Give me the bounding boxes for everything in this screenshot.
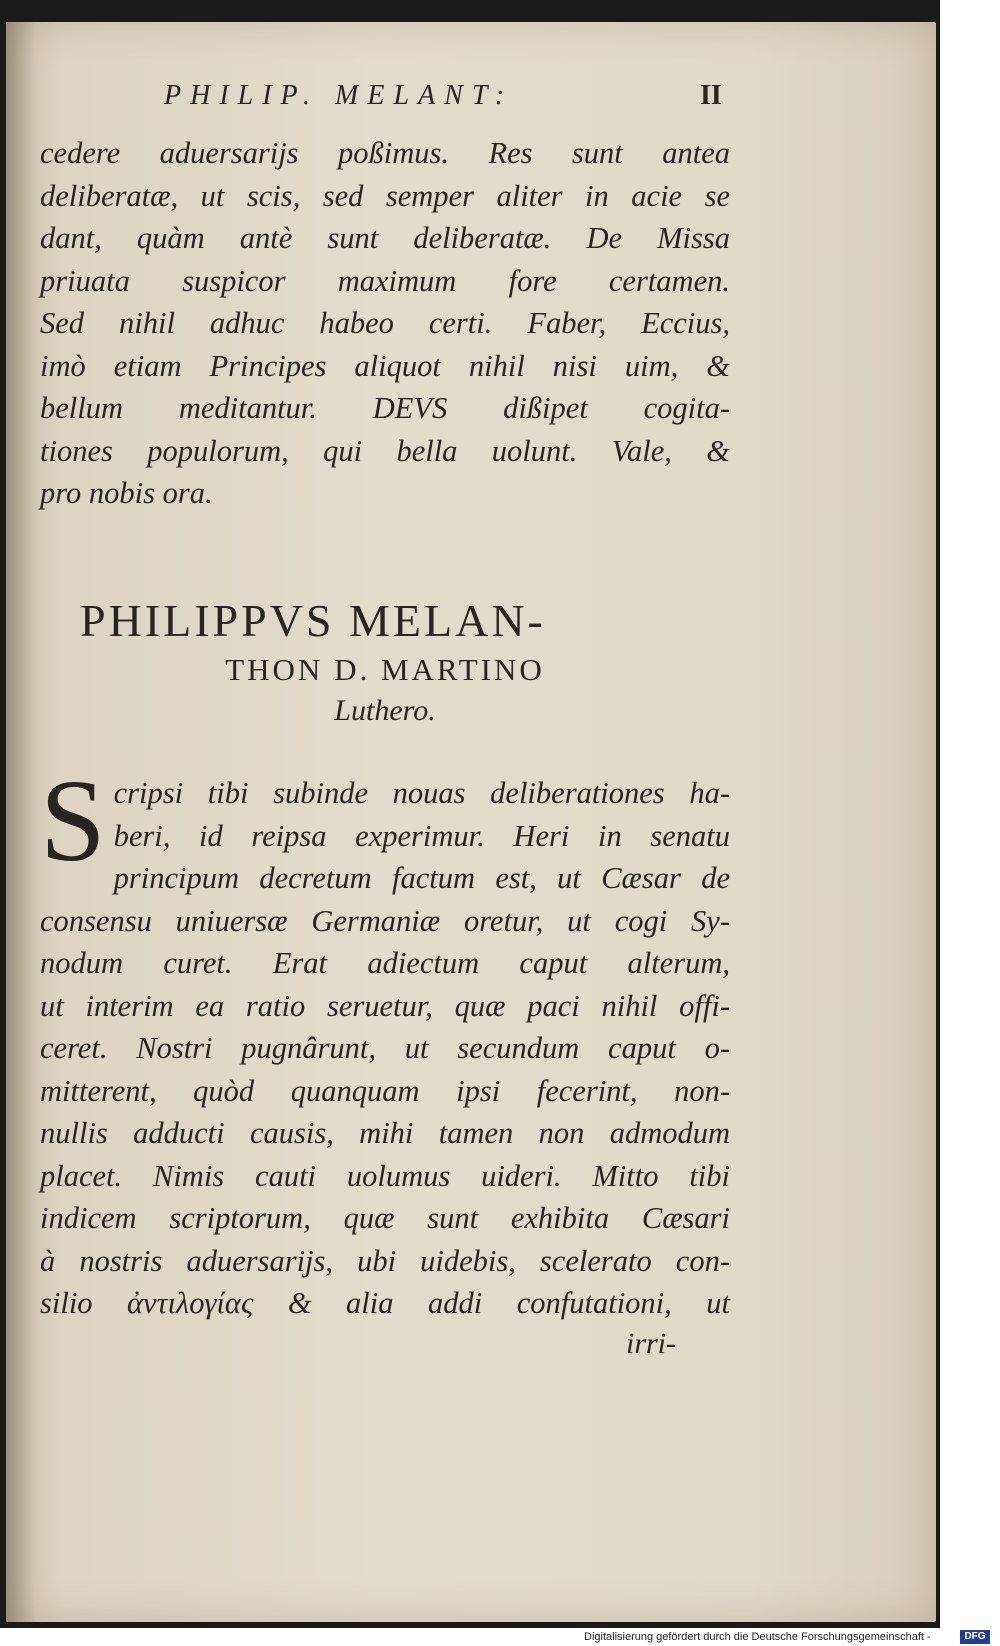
text-line: indicem scriptorum, quæ sunt exhibita Cæsari [40, 1201, 730, 1235]
text-line: ut interim ea ratio seruetur, quæ paci nihil offi- [40, 988, 730, 1023]
digitization-note: Digitalisierung gefördert durch die Deutsche Forschungsgemeinschaft - [584, 1631, 931, 1643]
text-line: mitterent, quòd quanquam ipsi fecerint, non- [40, 1073, 730, 1108]
text-line: bellum meditantur. DEVS dißipet cogita- [40, 391, 730, 425]
text-line: tiones populorum, qui bella uolunt. Vale, & [40, 433, 730, 468]
letter-heading-line-2: THON D. MARTINO [225, 652, 545, 687]
text-line: beri, id reipsa experimur. Heri in senatu [113, 818, 730, 853]
letter-body-text [40, 755, 730, 1325]
letter-heading-line-1: PHILIPPVS MELAN- [80, 595, 546, 646]
running-head: PHILIP. MELANT: [164, 80, 514, 111]
book-page [6, 22, 936, 1622]
text-line: silio ἀντιλογίας & alia addi confutationi, ut [40, 1286, 730, 1320]
text-line: pro nobis ora. [40, 476, 213, 510]
text-line: cripsi tibi subinde nouas deliberationes ha- [113, 776, 730, 810]
text-line: nullis adducti causis, mihi tamen non admodum [40, 1116, 730, 1150]
text-line: ceret. Nostri pugnârunt, ut secundum caput o- [40, 1031, 730, 1065]
text-line: à nostris aduersarijs, ubi uidebis, scelerato con- [40, 1243, 730, 1278]
text-line: Sed nihil adhuc habeo certi. Faber, Eccius, [40, 306, 730, 340]
page-number: II [700, 80, 722, 111]
text-line: principum decretum factum est, ut Cæsar de [113, 861, 730, 895]
text-line: dant, quàm antè sunt deliberatæ. De Missa [40, 221, 730, 255]
spine-shadow [6, 22, 36, 1622]
text-line: deliberatæ, ut scis, sed semper aliter in acie se [40, 178, 730, 213]
letter-ending-text [40, 132, 730, 515]
letter-heading-line-3: Luthero. [334, 694, 436, 727]
text-line: nodum curet. Erat adiectum caput alterum, [40, 946, 730, 980]
text-line: cedere aduersarijs poßimus. Res sunt antea [40, 136, 730, 170]
text-line: imò etiam Principes aliquot nihil nisi uim, & [40, 348, 730, 383]
catchword: irri- [626, 1327, 677, 1360]
text-line: placet. Nimis cauti uolumus uideri. Mitto tibi [40, 1158, 730, 1193]
dfg-logo: DFG [960, 1630, 990, 1644]
text-line: consensu uniuersæ Germaniæ oretur, ut cogi Sy- [40, 903, 730, 938]
text-line: priuata suspicor maximum fore certamen. [40, 263, 730, 298]
drop-cap: S [40, 755, 106, 886]
